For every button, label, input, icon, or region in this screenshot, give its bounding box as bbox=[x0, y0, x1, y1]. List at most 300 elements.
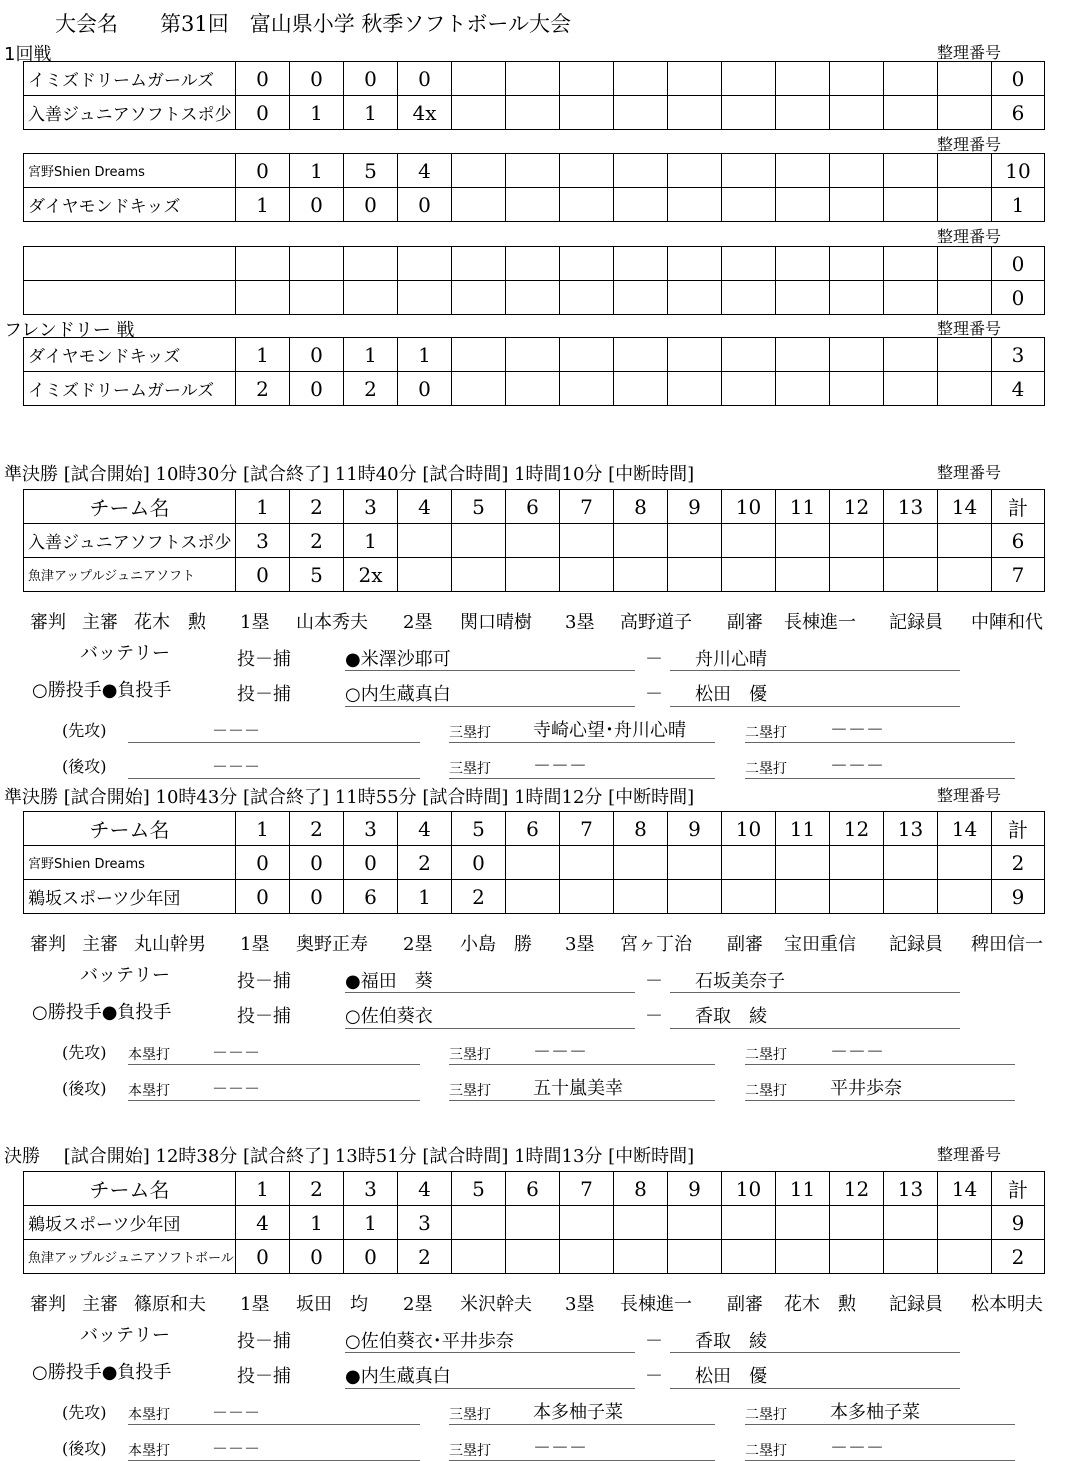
inning-score bbox=[614, 846, 668, 880]
inning-score bbox=[560, 524, 614, 558]
team-header: チーム名 bbox=[24, 1172, 236, 1206]
inning-header: 6 bbox=[506, 812, 560, 846]
battery2-catcher: 松田 優 bbox=[695, 1366, 767, 1387]
inning-score bbox=[722, 1206, 776, 1240]
inning-score bbox=[776, 96, 830, 130]
third-base-label: 3塁 bbox=[565, 1294, 595, 1315]
inning-score: 1 bbox=[290, 96, 344, 130]
inning-score bbox=[938, 880, 992, 914]
inning-score bbox=[938, 188, 992, 222]
inning-score bbox=[560, 154, 614, 188]
inning-score: 4 bbox=[398, 154, 452, 188]
battery1-catcher: 舟川心晴 bbox=[695, 649, 767, 670]
total-score: 6 bbox=[992, 524, 1045, 558]
round1-game2-table bbox=[23, 153, 1045, 222]
inning-score: 0 bbox=[290, 188, 344, 222]
inning-score: 0 bbox=[344, 188, 398, 222]
triple-label: 三塁打 bbox=[449, 725, 491, 741]
sub-umpire-name: 長棟進一 bbox=[784, 612, 856, 633]
table-row bbox=[24, 338, 1045, 372]
inning-score bbox=[506, 524, 560, 558]
inning-score bbox=[506, 1240, 560, 1274]
triple-label: 三塁打 bbox=[449, 761, 491, 777]
battery2-catcher: 松田 優 bbox=[695, 684, 767, 705]
inning-header: 3 bbox=[344, 490, 398, 524]
inning-header: 11 bbox=[776, 812, 830, 846]
inning-score bbox=[722, 880, 776, 914]
inning-score bbox=[830, 372, 884, 406]
inning-score bbox=[776, 1240, 830, 1274]
inning-score: 1 bbox=[290, 1206, 344, 1240]
inning-score bbox=[830, 1240, 884, 1274]
inning-score bbox=[776, 846, 830, 880]
team-name bbox=[24, 247, 236, 281]
pitcher-catcher-label: 投－捕 bbox=[237, 684, 291, 705]
inning-header: 11 bbox=[776, 1172, 830, 1206]
underline bbox=[345, 1388, 635, 1389]
underline bbox=[128, 1424, 420, 1425]
inning-header: 8 bbox=[614, 812, 668, 846]
top-triples: 本多柚子菜 bbox=[533, 1402, 623, 1423]
inning-score bbox=[398, 247, 452, 281]
inning-score bbox=[884, 281, 938, 315]
inning-header: 12 bbox=[830, 490, 884, 524]
inning-score: 5 bbox=[344, 154, 398, 188]
inning-score bbox=[938, 62, 992, 96]
inning-score: 0 bbox=[236, 154, 290, 188]
header-row bbox=[24, 812, 1045, 846]
inning-score bbox=[884, 188, 938, 222]
inning-score bbox=[830, 880, 884, 914]
inning-score bbox=[722, 524, 776, 558]
inning-score bbox=[830, 558, 884, 592]
inning-score bbox=[344, 247, 398, 281]
inning-score bbox=[722, 62, 776, 96]
inning-score bbox=[452, 1240, 506, 1274]
underline bbox=[128, 742, 420, 743]
total-score: 2 bbox=[992, 1240, 1045, 1274]
inning-header: 14 bbox=[938, 812, 992, 846]
third-base-umpire: 高野道子 bbox=[620, 612, 692, 633]
tournament-title: 第31回 富山県小学 秋季ソフトボール大会 bbox=[160, 12, 571, 36]
top-home-runs: －－－ bbox=[212, 721, 261, 740]
table-row bbox=[24, 62, 1045, 96]
recorder-label: 記録員 bbox=[889, 1294, 943, 1315]
bottom-triples: －－－ bbox=[533, 756, 587, 777]
bottom-triples: 五十嵐美幸 bbox=[533, 1078, 623, 1099]
pitcher-catcher-label: 投－捕 bbox=[237, 649, 291, 670]
inning-score bbox=[830, 247, 884, 281]
inning-header: 6 bbox=[506, 490, 560, 524]
umpire-label: 審判 bbox=[30, 934, 66, 955]
bottom-home-runs: －－－ bbox=[212, 757, 261, 776]
triple-label: 三塁打 bbox=[449, 1083, 491, 1099]
inning-score bbox=[776, 880, 830, 914]
inning-score bbox=[776, 188, 830, 222]
double-label: 二塁打 bbox=[745, 1443, 787, 1459]
underline bbox=[128, 778, 420, 779]
total-score: 9 bbox=[992, 880, 1045, 914]
team-name: 魚津アップルジュニアソフト bbox=[24, 558, 236, 592]
underline bbox=[449, 778, 715, 779]
inning-score bbox=[830, 846, 884, 880]
pitcher-catcher-label: 投－捕 bbox=[237, 1331, 291, 1352]
inning-score bbox=[452, 1206, 506, 1240]
inning-score: 0 bbox=[398, 372, 452, 406]
inning-header: 8 bbox=[614, 490, 668, 524]
inning-header: 5 bbox=[452, 1172, 506, 1206]
inning-header: 5 bbox=[452, 490, 506, 524]
top-team-label: (先攻) bbox=[62, 1043, 107, 1062]
inning-score bbox=[884, 558, 938, 592]
header-row bbox=[24, 1172, 1045, 1206]
inning-score bbox=[722, 281, 776, 315]
inning-header: 4 bbox=[398, 1172, 452, 1206]
total-score: 7 bbox=[992, 558, 1045, 592]
underline bbox=[745, 778, 1015, 779]
underline bbox=[670, 670, 960, 671]
team-name: 鵜坂スポーツ少年団 bbox=[24, 880, 236, 914]
inning-header: 7 bbox=[560, 1172, 614, 1206]
inning-score bbox=[506, 338, 560, 372]
inning-score bbox=[560, 62, 614, 96]
inning-score: 0 bbox=[452, 846, 506, 880]
inning-score bbox=[560, 846, 614, 880]
inning-score bbox=[560, 1240, 614, 1274]
battery1-pitcher: ○佐伯葵衣･平井歩奈 bbox=[345, 1331, 514, 1352]
inning-score bbox=[668, 372, 722, 406]
first-base-umpire: 奥野正寿 bbox=[296, 934, 368, 955]
third-base-label: 3塁 bbox=[565, 612, 595, 633]
top-team-label: (先攻) bbox=[62, 1403, 107, 1422]
inning-score bbox=[938, 154, 992, 188]
table-row bbox=[24, 281, 1045, 315]
second-base-umpire: 小島 勝 bbox=[460, 934, 532, 955]
inning-score bbox=[776, 1206, 830, 1240]
inning-score: 2 bbox=[290, 524, 344, 558]
sub-umpire-label: 副審 bbox=[727, 1294, 763, 1315]
battery-label: バッテリー bbox=[80, 965, 170, 986]
double-label: 二塁打 bbox=[745, 1407, 787, 1423]
inning-score bbox=[452, 96, 506, 130]
inning-score: 3 bbox=[236, 524, 290, 558]
inning-score: 1 bbox=[344, 96, 398, 130]
umpire-label: 審判 bbox=[30, 1294, 66, 1315]
inning-score bbox=[614, 96, 668, 130]
inning-score bbox=[614, 1240, 668, 1274]
inning-score bbox=[722, 338, 776, 372]
inning-score: 2 bbox=[452, 880, 506, 914]
team-header: チーム名 bbox=[24, 490, 236, 524]
inning-score bbox=[560, 188, 614, 222]
tournament-label: 大会名 bbox=[55, 12, 118, 36]
double-label: 二塁打 bbox=[745, 725, 787, 741]
inning-score bbox=[938, 372, 992, 406]
bottom-team-label: (後攻) bbox=[62, 1439, 107, 1458]
second-base-label: 2塁 bbox=[403, 934, 433, 955]
inning-header: 5 bbox=[452, 812, 506, 846]
top-team-label: (先攻) bbox=[62, 721, 107, 740]
round1-label: 1回戦 bbox=[4, 44, 52, 65]
inning-score bbox=[776, 558, 830, 592]
first-base-umpire: 山本秀夫 bbox=[296, 612, 368, 633]
inning-header: 3 bbox=[344, 1172, 398, 1206]
chief-umpire-label: 主審 bbox=[82, 612, 118, 633]
battery1-catcher: 香取 綾 bbox=[695, 1331, 767, 1352]
inning-score bbox=[668, 846, 722, 880]
inning-score: 1 bbox=[398, 880, 452, 914]
friendly-table bbox=[23, 337, 1045, 406]
inning-header: 12 bbox=[830, 1172, 884, 1206]
seiri-label: 整理番号 bbox=[937, 786, 1002, 805]
battery-label: バッテリー bbox=[80, 643, 170, 664]
inning-header: 3 bbox=[344, 812, 398, 846]
inning-score: 0 bbox=[236, 62, 290, 96]
inning-score bbox=[506, 1206, 560, 1240]
inning-score bbox=[938, 338, 992, 372]
inning-score bbox=[668, 188, 722, 222]
inning-score: 0 bbox=[290, 62, 344, 96]
inning-score bbox=[506, 880, 560, 914]
inning-score: 1 bbox=[398, 338, 452, 372]
inning-score bbox=[398, 524, 452, 558]
seiri-label: 整理番号 bbox=[937, 319, 1002, 338]
inning-score bbox=[938, 524, 992, 558]
seiri-label: 整理番号 bbox=[937, 1145, 1002, 1164]
inning-score bbox=[722, 1240, 776, 1274]
inning-score bbox=[668, 1206, 722, 1240]
inning-score: 0 bbox=[236, 880, 290, 914]
triple-label: 三塁打 bbox=[449, 1047, 491, 1063]
inning-score: 0 bbox=[290, 846, 344, 880]
inning-score bbox=[452, 558, 506, 592]
inning-score bbox=[776, 154, 830, 188]
inning-score bbox=[560, 1206, 614, 1240]
inning-score: 3 bbox=[398, 1206, 452, 1240]
inning-score bbox=[830, 338, 884, 372]
inning-score bbox=[938, 247, 992, 281]
win-lose-pitcher-label: ○勝投手●負投手 bbox=[32, 680, 172, 701]
underline bbox=[128, 1064, 420, 1065]
table-row bbox=[24, 880, 1045, 914]
inning-score bbox=[560, 372, 614, 406]
inning-score bbox=[614, 338, 668, 372]
recorder-name: 松本明夫 bbox=[971, 1294, 1043, 1315]
underline bbox=[745, 1424, 1015, 1425]
battery1-pitcher: ●福田 葵 bbox=[345, 971, 433, 992]
semi1-table bbox=[23, 489, 1045, 592]
total-score: 1 bbox=[992, 188, 1045, 222]
inning-score bbox=[290, 281, 344, 315]
sub-umpire-name: 宝田重信 bbox=[784, 934, 856, 955]
inning-score: 0 bbox=[344, 846, 398, 880]
seiri-label: 整理番号 bbox=[937, 43, 1002, 62]
inning-header: 6 bbox=[506, 1172, 560, 1206]
inning-score bbox=[830, 1206, 884, 1240]
inning-header: 4 bbox=[398, 812, 452, 846]
table-row bbox=[24, 558, 1045, 592]
top-doubles: －－－ bbox=[830, 1042, 884, 1063]
inning-header: 9 bbox=[668, 490, 722, 524]
inning-header: 9 bbox=[668, 812, 722, 846]
team-name bbox=[24, 281, 236, 315]
inning-score bbox=[938, 281, 992, 315]
inning-score bbox=[938, 1240, 992, 1274]
inning-header: 1 bbox=[236, 812, 290, 846]
total-score: 9 bbox=[992, 1206, 1045, 1240]
inning-score bbox=[776, 372, 830, 406]
top-doubles: －－－ bbox=[830, 720, 884, 741]
inning-score bbox=[614, 62, 668, 96]
total-score: 0 bbox=[992, 281, 1045, 315]
chief-umpire-name: 篠原和夫 bbox=[134, 1294, 206, 1315]
inning-score bbox=[884, 1206, 938, 1240]
final-table bbox=[23, 1171, 1045, 1274]
bottom-team-label: (後攻) bbox=[62, 757, 107, 776]
double-label: 二塁打 bbox=[745, 761, 787, 777]
bottom-triples: －－－ bbox=[533, 1438, 587, 1459]
third-base-label: 3塁 bbox=[565, 934, 595, 955]
top-doubles: 本多柚子菜 bbox=[830, 1402, 920, 1423]
inning-score bbox=[884, 1240, 938, 1274]
inning-header: 1 bbox=[236, 1172, 290, 1206]
table-row bbox=[24, 154, 1045, 188]
inning-score bbox=[776, 281, 830, 315]
inning-header: 14 bbox=[938, 1172, 992, 1206]
battery-dash: － bbox=[645, 649, 663, 670]
inning-score bbox=[668, 281, 722, 315]
bottom-doubles: －－－ bbox=[830, 756, 884, 777]
inning-score bbox=[938, 558, 992, 592]
underline bbox=[128, 1100, 420, 1101]
inning-score bbox=[236, 281, 290, 315]
inning-score bbox=[614, 880, 668, 914]
inning-score bbox=[830, 96, 884, 130]
top-home-runs: －－－ bbox=[212, 1403, 261, 1422]
inning-score: 6 bbox=[344, 880, 398, 914]
team-header: チーム名 bbox=[24, 812, 236, 846]
battery-dash: － bbox=[645, 1366, 663, 1387]
semi1-info: 準決勝 [試合開始] 10時30分 [試合終了] 11時40分 [試合時間] 1時間10分 [中断時間] bbox=[4, 464, 695, 485]
battery1-catcher: 石坂美奈子 bbox=[695, 971, 785, 992]
inning-score bbox=[668, 1240, 722, 1274]
inning-score bbox=[344, 281, 398, 315]
inning-score: 0 bbox=[236, 846, 290, 880]
inning-score bbox=[614, 281, 668, 315]
header-row bbox=[24, 490, 1045, 524]
inning-score: 1 bbox=[344, 1206, 398, 1240]
inning-header: 10 bbox=[722, 812, 776, 846]
pitcher-catcher-label: 投－捕 bbox=[237, 1366, 291, 1387]
top-triples: －－－ bbox=[533, 1042, 587, 1063]
inning-score bbox=[830, 154, 884, 188]
inning-score bbox=[884, 96, 938, 130]
underline bbox=[345, 992, 635, 993]
round1-game1-table bbox=[23, 61, 1045, 130]
inning-score bbox=[722, 188, 776, 222]
inning-score bbox=[452, 62, 506, 96]
battery-dash: － bbox=[645, 1006, 663, 1027]
first-base-label: 1塁 bbox=[240, 934, 270, 955]
inning-score bbox=[938, 846, 992, 880]
inning-score: 1 bbox=[236, 338, 290, 372]
inning-score bbox=[506, 846, 560, 880]
team-name: ダイヤモンドキッズ bbox=[24, 188, 236, 222]
recorder-name: 稗田信一 bbox=[971, 934, 1043, 955]
underline bbox=[745, 1064, 1015, 1065]
total-score: 0 bbox=[992, 247, 1045, 281]
team-name: 宮野Shien Dreams bbox=[24, 154, 236, 188]
inning-score: 0 bbox=[290, 1240, 344, 1274]
inning-score bbox=[452, 188, 506, 222]
inning-score bbox=[614, 247, 668, 281]
double-label: 二塁打 bbox=[745, 1047, 787, 1063]
inning-score: 2 bbox=[236, 372, 290, 406]
win-lose-pitcher-label: ○勝投手●負投手 bbox=[32, 1362, 172, 1383]
recorder-name: 中陣和代 bbox=[971, 612, 1043, 633]
total-header: 計 bbox=[992, 1172, 1045, 1206]
table-row bbox=[24, 372, 1045, 406]
inning-score bbox=[452, 338, 506, 372]
recorder-label: 記録員 bbox=[889, 612, 943, 633]
underline bbox=[745, 742, 1015, 743]
home-run-label: 本塁打 bbox=[128, 1047, 170, 1063]
inning-score bbox=[830, 524, 884, 558]
chief-umpire-label: 主審 bbox=[82, 934, 118, 955]
inning-score: 0 bbox=[398, 188, 452, 222]
pitcher-catcher-label: 投－捕 bbox=[237, 971, 291, 992]
inning-score bbox=[452, 372, 506, 406]
table-row bbox=[24, 1240, 1045, 1274]
inning-score: 0 bbox=[236, 96, 290, 130]
total-score: 10 bbox=[992, 154, 1045, 188]
inning-score bbox=[830, 188, 884, 222]
inning-score bbox=[560, 281, 614, 315]
bottom-team-label: (後攻) bbox=[62, 1079, 107, 1098]
inning-score: 0 bbox=[290, 880, 344, 914]
inning-score bbox=[398, 558, 452, 592]
inning-score: 4 bbox=[236, 1206, 290, 1240]
first-base-label: 1塁 bbox=[240, 612, 270, 633]
inning-score: 1 bbox=[344, 338, 398, 372]
inning-score bbox=[668, 338, 722, 372]
inning-score bbox=[560, 558, 614, 592]
inning-score bbox=[452, 154, 506, 188]
inning-score bbox=[506, 96, 560, 130]
inning-score bbox=[884, 880, 938, 914]
inning-score bbox=[830, 62, 884, 96]
underline bbox=[449, 1100, 715, 1101]
semi2-info: 準決勝 [試合開始] 10時43分 [試合終了] 11時55分 [試合時間] 1時間12分 [中断時間] bbox=[4, 787, 695, 808]
total-score: 0 bbox=[992, 62, 1045, 96]
inning-score: 0 bbox=[290, 338, 344, 372]
inning-header: 4 bbox=[398, 490, 452, 524]
inning-header: 1 bbox=[236, 490, 290, 524]
inning-score: 0 bbox=[290, 372, 344, 406]
total-header: 計 bbox=[992, 490, 1045, 524]
inning-score bbox=[506, 281, 560, 315]
inning-score bbox=[776, 62, 830, 96]
seiri-label: 整理番号 bbox=[937, 227, 1002, 246]
team-name: 魚津アップルジュニアソフトボール bbox=[24, 1240, 236, 1274]
battery-label: バッテリー bbox=[80, 1325, 170, 1346]
inning-score bbox=[722, 247, 776, 281]
inning-score bbox=[776, 524, 830, 558]
second-base-label: 2塁 bbox=[403, 612, 433, 633]
inning-header: 13 bbox=[884, 812, 938, 846]
inning-score bbox=[722, 154, 776, 188]
inning-header: 7 bbox=[560, 490, 614, 524]
